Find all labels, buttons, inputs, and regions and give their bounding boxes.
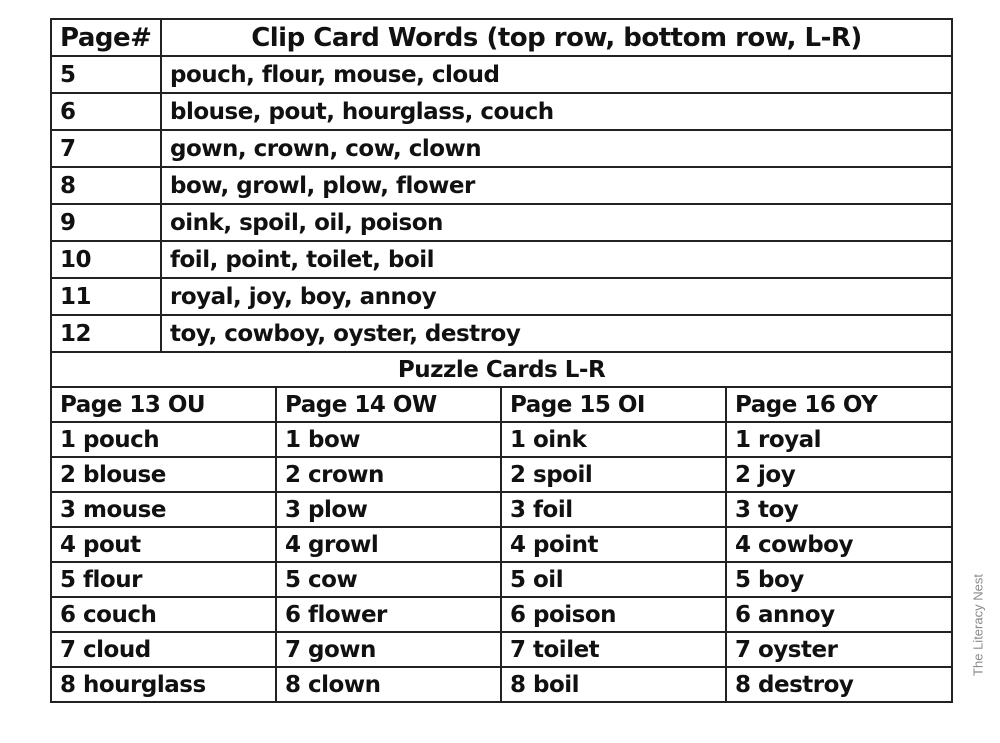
page-number: 11 xyxy=(51,278,161,315)
puzzle-column-header: Page 14 OW xyxy=(276,387,501,422)
clip-words: bow, growl, plow, flower xyxy=(161,167,952,204)
clip-words-column-header: Clip Card Words (top row, bottom row, L-R) xyxy=(161,19,952,56)
word-table xyxy=(50,18,953,703)
puzzle-cell: 7 toilet xyxy=(501,632,726,667)
page-number: 12 xyxy=(51,315,161,352)
puzzle-row xyxy=(51,597,952,632)
clip-header-row xyxy=(51,19,952,56)
clip-row xyxy=(51,204,952,241)
clip-row xyxy=(51,130,952,167)
puzzle-cell: 5 boy xyxy=(726,562,952,597)
puzzle-cell: 2 crown xyxy=(276,457,501,492)
puzzle-cell: 6 flower xyxy=(276,597,501,632)
clip-row xyxy=(51,241,952,278)
clip-words: pouch, flour, mouse, cloud xyxy=(161,56,952,93)
puzzle-column-header: Page 15 OI xyxy=(501,387,726,422)
clip-row xyxy=(51,167,952,204)
puzzle-cell: 5 cow xyxy=(276,562,501,597)
puzzle-cell: 4 point xyxy=(501,527,726,562)
puzzle-cell: 4 growl xyxy=(276,527,501,562)
puzzle-cell: 3 toy xyxy=(726,492,952,527)
clip-words: foil, point, toilet, boil xyxy=(161,241,952,278)
puzzle-row xyxy=(51,422,952,457)
puzzle-row xyxy=(51,457,952,492)
puzzle-cell: 1 pouch xyxy=(51,422,276,457)
puzzle-row xyxy=(51,562,952,597)
page-number: 8 xyxy=(51,167,161,204)
clip-words: gown, crown, cow, clown xyxy=(161,130,952,167)
clip-row xyxy=(51,278,952,315)
puzzle-cell: 7 gown xyxy=(276,632,501,667)
puzzle-cell: 7 cloud xyxy=(51,632,276,667)
puzzle-header-row xyxy=(51,387,952,422)
document xyxy=(50,18,951,703)
puzzle-cell: 2 blouse xyxy=(51,457,276,492)
clip-row xyxy=(51,56,952,93)
puzzle-section-title: Puzzle Cards L-R xyxy=(51,352,952,387)
clip-words: toy, cowboy, oyster, destroy xyxy=(161,315,952,352)
page-column-header: Page# xyxy=(51,19,161,56)
puzzle-cell: 8 hourglass xyxy=(51,667,276,702)
watermark xyxy=(968,565,988,685)
watermark-text: The Literacy Nest xyxy=(970,574,986,676)
puzzle-section-row xyxy=(51,352,952,387)
puzzle-row xyxy=(51,632,952,667)
puzzle-cell: 2 spoil xyxy=(501,457,726,492)
puzzle-cell: 6 annoy xyxy=(726,597,952,632)
clip-row xyxy=(51,93,952,130)
puzzle-cell: 7 oyster xyxy=(726,632,952,667)
puzzle-cell: 1 oink xyxy=(501,422,726,457)
puzzle-cell: 3 mouse xyxy=(51,492,276,527)
puzzle-cell: 5 flour xyxy=(51,562,276,597)
puzzle-cell: 5 oil xyxy=(501,562,726,597)
puzzle-cell: 1 royal xyxy=(726,422,952,457)
clip-words: blouse, pout, hourglass, couch xyxy=(161,93,952,130)
puzzle-cell: 8 clown xyxy=(276,667,501,702)
puzzle-cell: 1 bow xyxy=(276,422,501,457)
page-number: 7 xyxy=(51,130,161,167)
puzzle-cell: 6 poison xyxy=(501,597,726,632)
puzzle-column-header: Page 13 OU xyxy=(51,387,276,422)
clip-words: oink, spoil, oil, poison xyxy=(161,204,952,241)
clip-words: royal, joy, boy, annoy xyxy=(161,278,952,315)
page-number: 5 xyxy=(51,56,161,93)
puzzle-cell: 8 boil xyxy=(501,667,726,702)
puzzle-row xyxy=(51,667,952,702)
puzzle-cell: 6 couch xyxy=(51,597,276,632)
puzzle-cell: 2 joy xyxy=(726,457,952,492)
puzzle-column-header: Page 16 OY xyxy=(726,387,952,422)
page-number: 9 xyxy=(51,204,161,241)
puzzle-cell: 3 foil xyxy=(501,492,726,527)
puzzle-cell: 8 destroy xyxy=(726,667,952,702)
puzzle-row xyxy=(51,492,952,527)
puzzle-cell: 4 pout xyxy=(51,527,276,562)
puzzle-cell: 3 plow xyxy=(276,492,501,527)
page-number: 6 xyxy=(51,93,161,130)
page-number: 10 xyxy=(51,241,161,278)
puzzle-row xyxy=(51,527,952,562)
clip-row xyxy=(51,315,952,352)
puzzle-cell: 4 cowboy xyxy=(726,527,952,562)
